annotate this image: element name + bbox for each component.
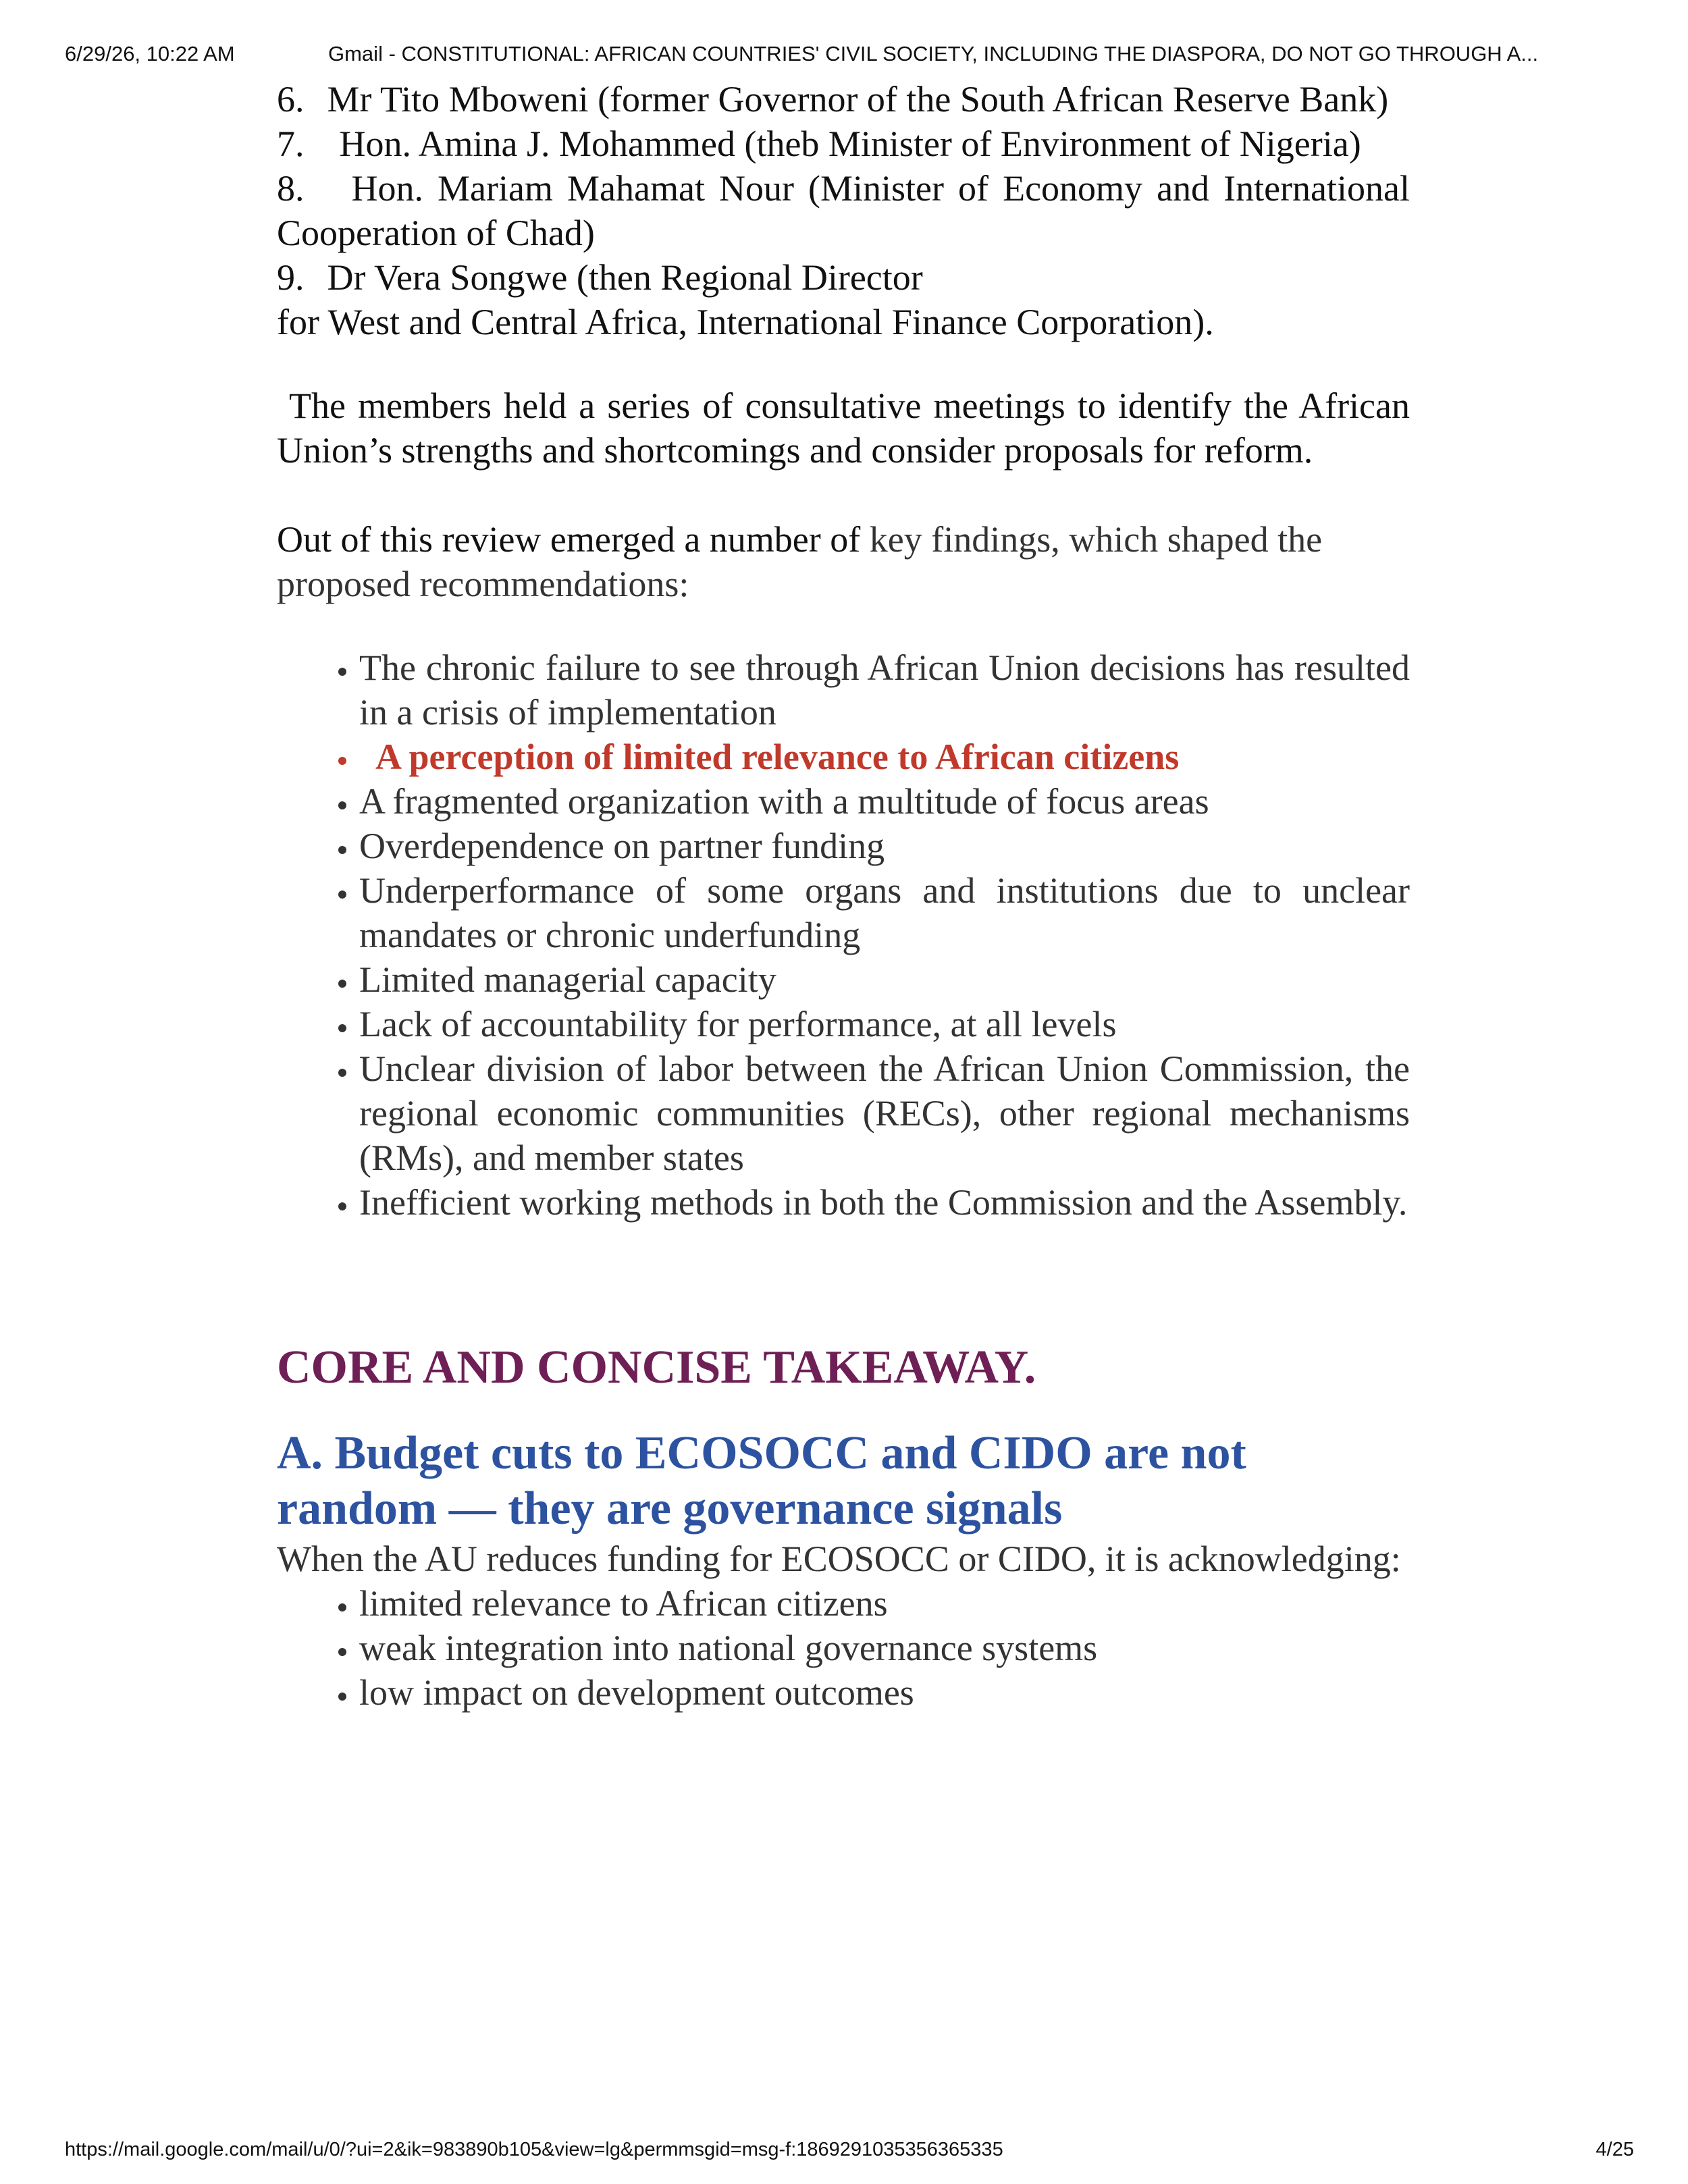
finding-item-highlighted: • A perception of limited relevance to African citizens	[359, 735, 1410, 779]
finding-item: • Underperformance of some organs and institutions due to unclear mandates or chronic underfunding	[359, 868, 1410, 957]
member-text-continued: for West and Central Africa, International Finance Corporation).	[277, 302, 1214, 342]
finding-item: • Lack of accountability for performance, at all levels	[359, 1002, 1410, 1046]
section-a-point: • limited relevance to African citizens	[359, 1581, 1410, 1626]
section-a-points	[277, 1581, 1410, 1715]
finding-item: • Limited managerial capacity	[359, 957, 1410, 1002]
finding-item: • Unclear division of labor between the African Union Commission, the regional economic communities (RECs), other regional mechanisms (RMs), and member states	[359, 1046, 1410, 1180]
email-body	[277, 77, 1410, 1715]
member-text: Mr Tito Mboweni (former Governor of the South African Reserve Bank)	[327, 79, 1389, 119]
section-a-heading: A. Budget cuts to ECOSOCC and CIDO are not random — they are governance signals	[277, 1427, 1246, 1535]
section-a-point: • weak integration into national governance systems	[359, 1626, 1410, 1670]
member-number: 9.	[277, 257, 305, 298]
findings-list	[277, 645, 1410, 1225]
finding-item: • A fragmented organization with a multitude of focus areas	[359, 779, 1410, 824]
core-takeaway-title: CORE AND CONCISE TAKEAWAY.	[277, 1341, 1036, 1393]
member-item	[277, 255, 1410, 344]
member-text: Hon. Mariam Mahamat Nour (Minister of Economy and International Cooperation of Chad)	[277, 168, 1410, 253]
member-number: 7.	[277, 124, 305, 164]
findings-intro-part2: key findings, which shaped the proposed recommendations:	[277, 519, 1323, 604]
member-text: Hon. Amina J. Mohammed (theb Minister of Environment of Nigeria)	[339, 124, 1361, 164]
print-datetime: 6/29/26, 10:22 AM	[65, 42, 235, 65]
page-number: 4/25	[1595, 2139, 1634, 2160]
member-number: 8.	[277, 168, 305, 209]
member-text: Dr Vera Songwe (then Regional Director	[327, 257, 923, 298]
section-a-lead: When the AU reduces funding for ECOSOCC or CIDO, it is acknowledging:	[277, 1539, 1401, 1579]
section-a-point: • low impact on development outcomes	[359, 1670, 1410, 1715]
print-subject: Gmail - CONSTITUTIONAL: AFRICAN COUNTRIES' CIVIL SOCIETY, INCLUDING THE DIASPORA, DO NOT GO THROUGH A...	[328, 42, 1539, 65]
finding-item: • Overdependence on partner funding	[359, 824, 1410, 868]
member-item	[277, 166, 1410, 255]
findings-intro-part1: Out of this review emerged a number of	[277, 519, 870, 560]
finding-item: • Inefficient working methods in both the Commission and the Assembly.	[359, 1180, 1410, 1225]
print-url: https://mail.google.com/mail/u/0/?ui=2&ik=983890b105&view=lg&permmsgid=msg-f:1869291035356365335	[65, 2139, 1003, 2160]
member-item	[277, 77, 1410, 122]
finding-item: • The chronic failure to see through African Union decisions has resulted in a crisis of implementation	[359, 645, 1410, 735]
member-number: 6.	[277, 79, 305, 119]
member-item	[277, 122, 1410, 166]
consultation-paragraph: The members held a series of consultative meetings to identify the African Union’s strengths and shortcomings and consider proposals for reform.	[277, 385, 1410, 471]
print-header	[65, 42, 1634, 69]
findings-intro	[277, 517, 1410, 606]
member-list	[277, 77, 1410, 344]
